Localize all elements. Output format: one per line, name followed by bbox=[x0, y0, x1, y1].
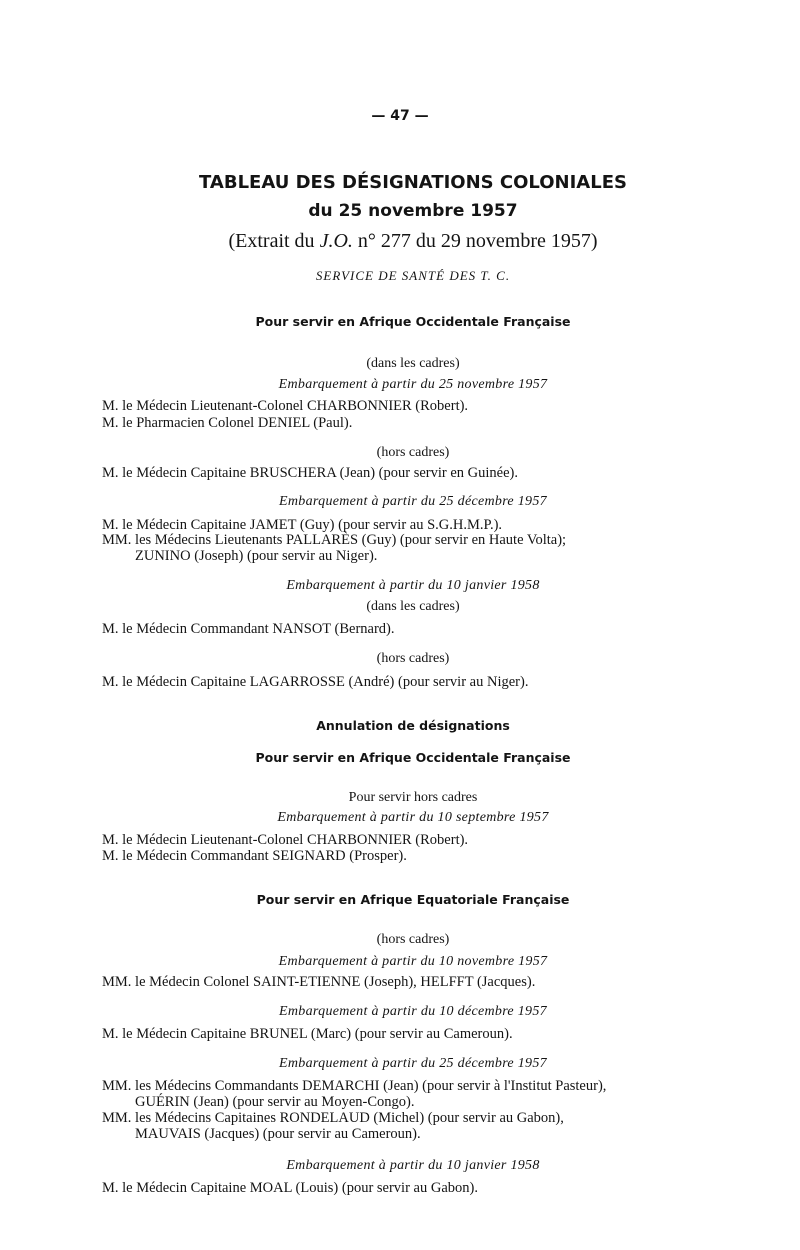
designation-line: M. le Médecin Capitaine BRUSCHERA (Jean) (pour servir en Guinée). bbox=[102, 465, 518, 481]
section-heading-aof: Pour servir en Afrique Occidentale Française bbox=[255, 314, 571, 329]
designation-line: ZUNINO (Joseph) (pour servir au Niger). bbox=[135, 548, 378, 564]
designation-line: M. le Médecin Lieutenant-Colonel CHARBONNIER (Robert). bbox=[102, 832, 469, 848]
designation-line: M. le Médecin Capitaine JAMET (Guy) (pour servir au S.G.H.M.P.). bbox=[102, 517, 503, 533]
service-line: SERVICE DE SANTÉ DES T. C. bbox=[315, 268, 511, 283]
embarkation-date: Embarquement à partir du 25 décembre 1957 bbox=[279, 1056, 547, 1071]
document-title: TABLEAU DES DÉSIGNATIONS COLONIALES bbox=[199, 172, 627, 193]
designation-line: M. le Médecin Capitaine MOAL (Louis) (pour servir au Gabon). bbox=[102, 1180, 478, 1196]
embarkation-date: Embarquement à partir du 10 septembre 1957 bbox=[277, 810, 549, 825]
embarkation-date: Embarquement à partir du 25 décembre 1957 bbox=[279, 494, 547, 509]
designation-line: MM. les Médecins Commandants DEMARCHI (Jean) (pour servir à l'Institut Pasteur), bbox=[102, 1078, 607, 1094]
hors-cadres-label: Pour servir hors cadres bbox=[348, 790, 478, 805]
embarkation-date: Embarquement à partir du 10 novembre 1957 bbox=[278, 954, 548, 969]
extract-reference bbox=[0, 230, 800, 253]
designation-line: MM. les Médecins Lieutenants PALLARÈS (Guy) (pour servir en Haute Volta); bbox=[102, 532, 567, 548]
hors-cadres-label: (hors cadres) bbox=[376, 445, 450, 460]
designation-line: M. le Pharmacien Colonel DENIEL (Paul). bbox=[102, 415, 353, 431]
designation-line: MAUVAIS (Jacques) (pour servir au Cameroun). bbox=[135, 1126, 421, 1142]
designation-line: GUÉRIN (Jean) (pour servir au Moyen-Congo). bbox=[135, 1094, 415, 1110]
designation-line: M. le Médecin Commandant NANSOT (Bernard). bbox=[102, 621, 395, 637]
hors-cadres-label: (hors cadres) bbox=[376, 651, 450, 666]
document-subtitle: du 25 novembre 1957 bbox=[308, 201, 518, 221]
embarkation-date: Embarquement à partir du 10 janvier 1958 bbox=[286, 1158, 540, 1173]
section-subheading-aof: Pour servir en Afrique Occidentale Française bbox=[255, 750, 571, 765]
cadres-label: (dans les cadres) bbox=[366, 599, 460, 614]
designation-line: M. le Médecin Commandant SEIGNARD (Prosper). bbox=[102, 848, 407, 864]
designation-line: M. le Médecin Capitaine LAGARROSSE (André) (pour servir au Niger). bbox=[102, 674, 529, 690]
extract-after: n° 277 du 29 novembre 1957) bbox=[352, 230, 598, 252]
section-heading-annulation: Annulation de désignations bbox=[316, 718, 510, 733]
designation-line: MM. les Médecins Capitaines RONDELAUD (Michel) (pour servir au Gabon), bbox=[102, 1110, 564, 1126]
hors-cadres-label: (hors cadres) bbox=[376, 932, 450, 947]
embarkation-date: Embarquement à partir du 25 novembre 1957 bbox=[278, 377, 548, 392]
extract-jo: J.O. bbox=[319, 230, 353, 252]
embarkation-date: Embarquement à partir du 10 janvier 1958 bbox=[286, 578, 540, 593]
cadres-label: (dans les cadres) bbox=[366, 356, 460, 371]
embarkation-date: Embarquement à partir du 10 décembre 1957 bbox=[279, 1004, 547, 1019]
designation-line: MM. le Médecin Colonel SAINT-ETIENNE (Joseph), HELFFT (Jacques). bbox=[102, 974, 536, 990]
page-number: — 47 — bbox=[371, 108, 429, 124]
section-heading-aef: Pour servir en Afrique Equatoriale Française bbox=[256, 892, 570, 907]
designation-line: M. le Médecin Capitaine BRUNEL (Marc) (pour servir au Cameroun). bbox=[102, 1026, 513, 1042]
designation-line: M. le Médecin Lieutenant-Colonel CHARBONNIER (Robert). bbox=[102, 398, 469, 414]
extract-before: (Extrait du bbox=[228, 230, 320, 252]
